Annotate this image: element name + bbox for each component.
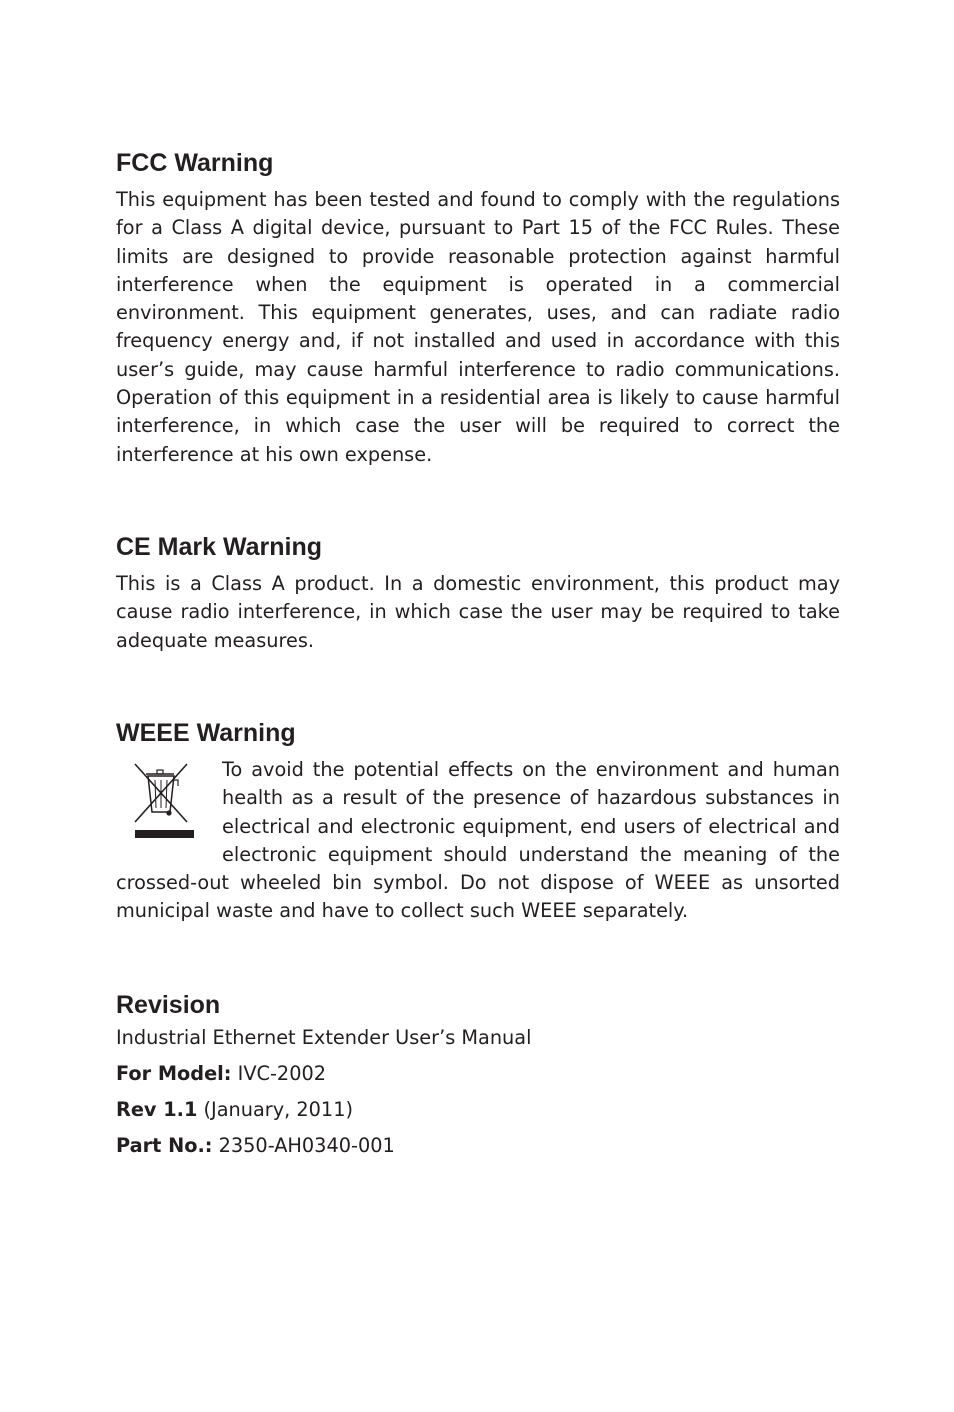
manual-title-text: Industrial Ethernet Extender User’s Manual [116,1026,532,1049]
model-line [116,1056,840,1092]
crossed-out-wheeled-bin-icon [124,760,198,844]
revision-date: (January, 2011) [203,1098,353,1121]
revision-details [116,1020,840,1164]
weee-warning-heading: WEEE Warning [116,719,296,747]
weee-warning-section [116,718,840,926]
fcc-warning-heading: FCC Warning [116,149,274,177]
part-number-label: Part No.: [116,1134,213,1157]
revision-section [116,990,840,1164]
fcc-warning-text: This equipment has been tested and found to comply with the regulations for a Class A digital device, pursuant to Part 15 of the FCC Rules. These limits are designed to provide reasonable protection against harmful interference when the equipment is operated in a commercial environment. This equipment generates, uses, and can radiate radio frequency energy and, if not installed and used in accordance with this user’s guide, may cause harmful interference to radio communications. Operation of this equipment in a residential area is likely to cause harmful interference, in which case the user will be required to correct the interference at his own expense. [116,188,840,466]
fcc-warning-section [116,148,840,469]
weee-warning-text: To avoid the potential effects on the environment and human health as a result of the presence of hazardous substances in electrical and electronic equipment, end users of electrical and electronic equipment should understand the meaning of the crossed-out wheeled bin symbol. Do not dispose of WEEE as unsorted municipal waste and have to collect such WEEE separately. [116,758,840,923]
manual-title [116,1020,840,1056]
revision-heading: Revision [116,991,221,1019]
weee-warning-body [116,756,840,926]
model-label: For Model: [116,1062,232,1085]
ce-mark-warning-text: This is a Class A product. In a domestic environment, this product may cause radio interference, in which case the user may be required to take adequate measures. [116,572,840,652]
part-number-line [116,1128,840,1164]
ce-mark-warning-heading: CE Mark Warning [116,533,323,561]
revision-line [116,1092,840,1128]
ce-mark-warning-section [116,532,840,655]
revision-label: Rev 1.1 [116,1098,198,1121]
model-value: IVC-2002 [237,1062,327,1085]
part-number-value: 2350-AH0340-001 [218,1134,395,1157]
